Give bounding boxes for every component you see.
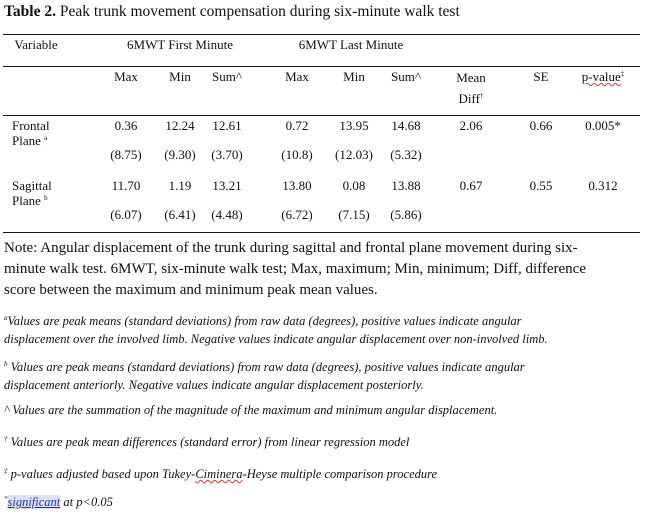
col-min-first: Min: [169, 69, 191, 84]
row-label: Sagittal: [12, 178, 52, 193]
cell-value: 12.61: [212, 118, 242, 133]
table-title: Table 2. Peak trunk movement compensation during six-minute walk test: [4, 3, 460, 20]
cell-value: 0.72: [285, 118, 309, 133]
rule-top: [3, 34, 640, 35]
cell-pvalue: 0.005*: [585, 118, 621, 133]
cell-sd: (6.72): [281, 207, 313, 222]
cell-value: 12.24: [165, 118, 195, 133]
col-pvalue: p-value‡: [581, 69, 625, 84]
header-first-minute: 6MWT First Minute: [127, 37, 233, 52]
col-sum-last: Sum^: [391, 69, 421, 84]
cell-se: 0.66: [529, 118, 553, 133]
cell-value: 11.70: [111, 178, 141, 193]
row-label-plane: Plane $^b$: [12, 193, 48, 208]
col-min-last: Min: [343, 69, 365, 84]
col-sum-first: Sum^: [212, 69, 242, 84]
cell-mean-diff: 0.67: [459, 178, 483, 193]
footnote-b: $^b$ Values are peak means (standard deviations) from raw data (degrees), positive values indicate angular displacement anteriorly. Negative values indicate angular displacement posteriorly.: [4, 360, 525, 392]
footnote-ddagger: ‡ p-values adjusted based upon Tukey-Ciminera-Heyse multiple comparison procedure: [4, 467, 438, 481]
cell-value: 13.21: [212, 178, 242, 193]
rule-body: [3, 115, 640, 116]
col-max-last: Max: [285, 69, 309, 84]
cell-sd: (6.41): [164, 207, 196, 222]
cell-sd: (3.70): [211, 147, 243, 162]
cell-sd: (5.32): [390, 147, 422, 162]
cell-sd: (12.03): [335, 147, 373, 162]
footnote-significant: *significant at p<0.05: [4, 495, 113, 509]
footnote-caret: ^ Values are the summation of the magnitude of the maximum and minimum angular displacement.: [4, 403, 498, 417]
cell-value: 0.36: [114, 118, 138, 133]
cell-value: 13.80: [282, 178, 312, 193]
rule-header: [3, 66, 640, 67]
cell-value: 14.68: [391, 118, 421, 133]
col-se: SE: [533, 69, 549, 84]
cell-value: 0.08: [342, 178, 366, 193]
cell-sd: (5.86): [390, 207, 422, 222]
cell-pvalue: 0.312: [588, 178, 618, 193]
significant-link[interactable]: significant: [7, 495, 61, 509]
col-max-first: Max: [114, 69, 138, 84]
col-mean-diff: Mean Diff†: [456, 70, 486, 106]
table-note: Note: Angular displacement of the trunk during sagittal and frontal plane movement during six- minute walk test. 6MWT, six-minute walk test; Max, maximum; Min, minimum; Diff, difference score between the maximum and minimum peak mean values.: [4, 240, 586, 298]
cell-sd: (8.75): [110, 147, 142, 162]
cell-value: 1.19: [168, 178, 192, 193]
header-last-minute: 6MWT Last Minute: [298, 37, 404, 52]
footnote-a: $^a$Values are peak means (standard deviations) from raw data (degrees), positive values indicate angular displacement over the involved limb. Negative values indicate angular displacement over non-involved limb.: [4, 314, 548, 346]
cell-sd: (6.07): [110, 207, 142, 222]
rule-bottom: [3, 232, 640, 233]
cell-sd: (7.15): [338, 207, 370, 222]
header-variable: Variable: [14, 37, 58, 52]
cell-se: 0.55: [529, 178, 553, 193]
row-label: Frontal: [12, 118, 50, 133]
cell-sd: (9.30): [164, 147, 196, 162]
cell-sd: (10.8): [281, 147, 313, 162]
footnote-dagger: † Values are peak mean differences (standard error) from linear regression model: [4, 435, 410, 449]
cell-sd: (4.48): [211, 207, 243, 222]
cell-value: 13.88: [391, 178, 421, 193]
cell-value: 13.95: [339, 118, 369, 133]
cell-mean-diff: 2.06: [459, 118, 483, 133]
row-label-plane: Plane $^a$: [12, 133, 48, 148]
